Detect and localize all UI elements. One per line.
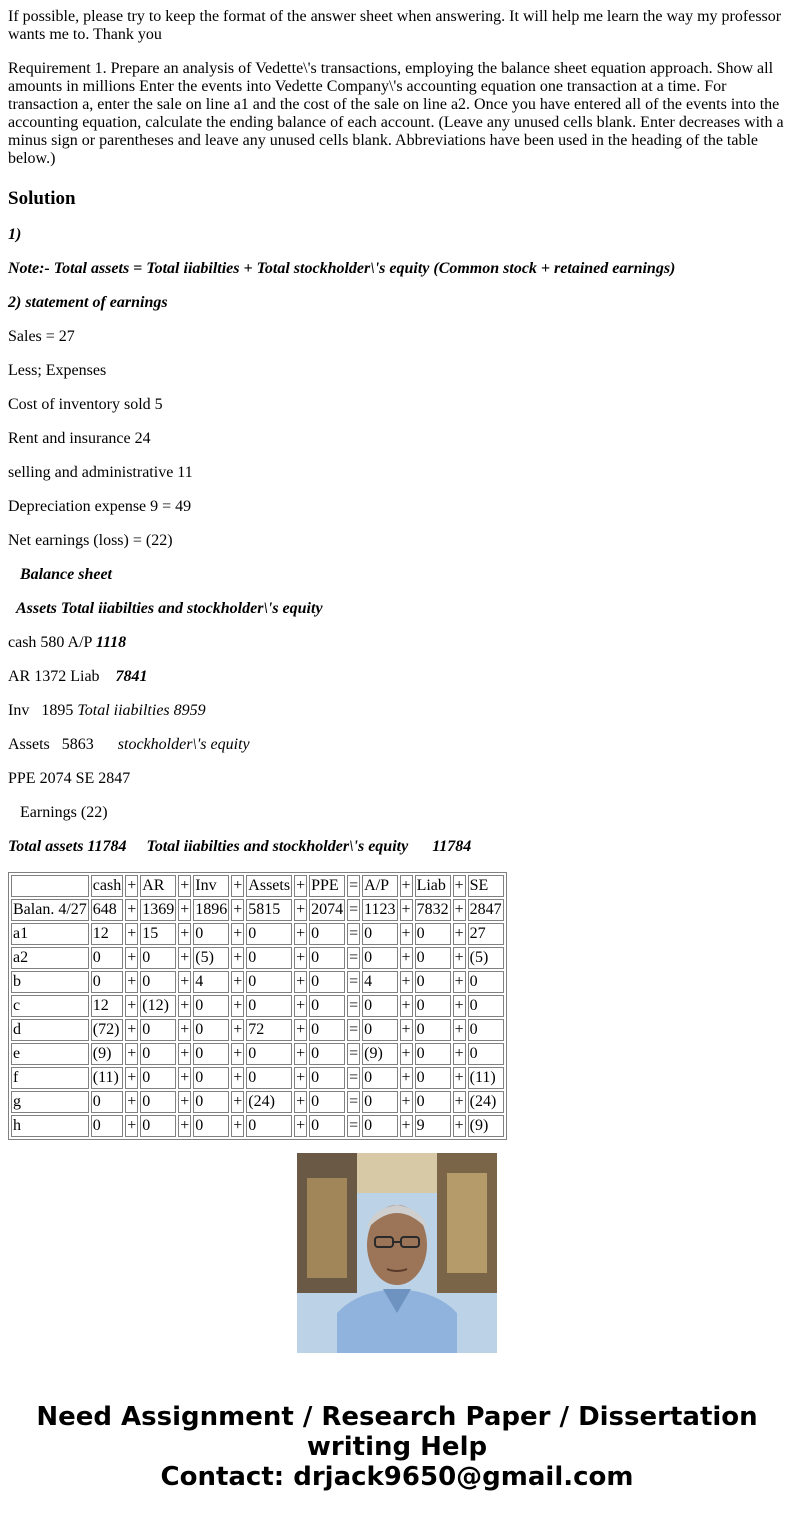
table-cell: (5) bbox=[468, 947, 504, 969]
assets-line bbox=[8, 736, 786, 754]
table-cell: c bbox=[11, 995, 89, 1017]
table-cell: 0 bbox=[140, 1019, 176, 1041]
table-cell: (12) bbox=[140, 995, 176, 1017]
table-cell: 0 bbox=[246, 995, 292, 1017]
operator-cell: = bbox=[347, 947, 360, 969]
operator-cell: + bbox=[178, 1115, 191, 1137]
assets-label: Assets 5863 bbox=[8, 736, 118, 753]
operator-cell: + bbox=[125, 1067, 138, 1089]
table-cell: 0 bbox=[362, 1091, 397, 1113]
operator-cell: + bbox=[453, 875, 466, 897]
table-cell: (11) bbox=[468, 1067, 504, 1089]
table-cell: (9) bbox=[91, 1043, 123, 1065]
operator-cell: + bbox=[178, 995, 191, 1017]
operator-cell: + bbox=[178, 1067, 191, 1089]
expenses-line: Less; Expenses bbox=[8, 362, 107, 379]
table-cell: Liab bbox=[415, 875, 451, 897]
table-cell: 0 bbox=[140, 1091, 176, 1113]
table-cell: a2 bbox=[11, 947, 89, 969]
operator-cell: + bbox=[231, 1067, 244, 1089]
table-cell: 0 bbox=[91, 947, 123, 969]
operator-cell: + bbox=[400, 971, 413, 993]
operator-cell: + bbox=[125, 875, 138, 897]
operator-cell: + bbox=[453, 1019, 466, 1041]
table-cell: 0 bbox=[309, 995, 345, 1017]
table-cell: 0 bbox=[309, 1115, 345, 1137]
balance-sheet-header: Assets Total iiabilties and stockholder\'s equity bbox=[16, 600, 323, 617]
operator-cell: + bbox=[453, 1115, 466, 1137]
table-cell bbox=[11, 875, 89, 897]
table-cell: (24) bbox=[246, 1091, 292, 1113]
operator-cell: + bbox=[294, 1091, 307, 1113]
operator-cell: + bbox=[453, 1091, 466, 1113]
operator-cell: + bbox=[178, 1091, 191, 1113]
operator-cell: + bbox=[400, 1091, 413, 1113]
operator-cell: = bbox=[347, 995, 360, 1017]
operator-cell: + bbox=[453, 1067, 466, 1089]
table-cell: 0 bbox=[309, 1067, 345, 1089]
table-cell: 0 bbox=[246, 1115, 292, 1137]
table-cell: 0 bbox=[362, 995, 397, 1017]
table-cell: PPE bbox=[309, 875, 345, 897]
equation-note: Note:- Total assets = Total iiabilties + Total stockholder\'s equity (Common stock + retained earnings) bbox=[8, 260, 676, 277]
table-cell: 1896 bbox=[193, 899, 229, 921]
operator-cell: + bbox=[294, 923, 307, 945]
operator-cell: = bbox=[347, 899, 360, 921]
operator-cell: + bbox=[294, 971, 307, 993]
table-cell: 0 bbox=[362, 947, 397, 969]
table-cell: 7832 bbox=[415, 899, 451, 921]
table-cell: 1123 bbox=[362, 899, 397, 921]
stockholders-equity-label: stockholder\'s equity bbox=[117, 736, 250, 753]
sales-line: Sales = 27 bbox=[8, 328, 75, 345]
table-cell: 0 bbox=[140, 1043, 176, 1065]
cash-line bbox=[8, 634, 786, 652]
totals-line: Total assets 11784 Total iiabilties and stockholder\'s equity 11784 bbox=[8, 838, 472, 855]
table-cell: 9 bbox=[415, 1115, 451, 1137]
footer-contact: Contact: drjack9650@gmail.com bbox=[160, 1462, 634, 1492]
operator-cell: + bbox=[125, 947, 138, 969]
table-row bbox=[11, 995, 504, 1017]
table-cell: 0 bbox=[309, 923, 345, 945]
table-cell: 0 bbox=[140, 947, 176, 969]
table-cell: 648 bbox=[91, 899, 123, 921]
table-cell: 0 bbox=[193, 1067, 229, 1089]
table-cell: 0 bbox=[415, 1067, 451, 1089]
table-cell: 0 bbox=[193, 995, 229, 1017]
operator-cell: + bbox=[231, 995, 244, 1017]
table-cell: 0 bbox=[193, 1019, 229, 1041]
operator-cell: + bbox=[178, 1019, 191, 1041]
table-cell: 12 bbox=[91, 995, 123, 1017]
transaction-table bbox=[8, 872, 507, 1140]
table-cell: 0 bbox=[309, 1019, 345, 1041]
selling-line: selling and administrative 11 bbox=[8, 464, 193, 481]
cogs-line: Cost of inventory sold 5 bbox=[8, 396, 163, 413]
table-row bbox=[11, 1067, 504, 1089]
cash-label: cash 580 A/P bbox=[8, 634, 96, 651]
operator-cell: = bbox=[347, 923, 360, 945]
operator-cell: = bbox=[347, 1091, 360, 1113]
ppe-line: PPE 2074 SE 2847 bbox=[8, 770, 131, 787]
table-cell: 0 bbox=[309, 1043, 345, 1065]
table-cell: 0 bbox=[468, 995, 504, 1017]
step-1-label: 1) bbox=[8, 226, 22, 243]
operator-cell: + bbox=[294, 1019, 307, 1041]
table-cell: 2847 bbox=[468, 899, 504, 921]
table-cell: 0 bbox=[362, 923, 397, 945]
table-cell: 0 bbox=[246, 923, 292, 945]
table-cell: 72 bbox=[246, 1019, 292, 1041]
table-cell: 0 bbox=[140, 1067, 176, 1089]
table-cell: 0 bbox=[309, 1091, 345, 1113]
table-cell: h bbox=[11, 1115, 89, 1137]
operator-cell: + bbox=[294, 875, 307, 897]
balance-sheet-title: Balance sheet bbox=[20, 566, 112, 583]
table-cell: 0 bbox=[362, 1019, 397, 1041]
operator-cell: = bbox=[347, 1067, 360, 1089]
ap-value: 1118 bbox=[95, 634, 127, 651]
operator-cell: + bbox=[178, 947, 191, 969]
operator-cell: + bbox=[453, 995, 466, 1017]
operator-cell: + bbox=[294, 1115, 307, 1137]
operator-cell: + bbox=[400, 947, 413, 969]
table-cell: AR bbox=[140, 875, 176, 897]
operator-cell: + bbox=[178, 875, 191, 897]
operator-cell: + bbox=[400, 899, 413, 921]
table-cell: 0 bbox=[468, 1019, 504, 1041]
table-row bbox=[11, 923, 504, 945]
table-cell: Balan. 4/27 bbox=[11, 899, 89, 921]
table-header-row bbox=[11, 875, 504, 897]
table-cell: 0 bbox=[362, 1067, 397, 1089]
operator-cell: + bbox=[453, 1043, 466, 1065]
transaction-table-container bbox=[8, 872, 786, 1134]
ar-label: AR 1372 Liab bbox=[8, 668, 116, 685]
operator-cell: = bbox=[347, 1115, 360, 1137]
operator-cell: = bbox=[347, 1019, 360, 1041]
operator-cell: + bbox=[231, 923, 244, 945]
operator-cell: + bbox=[231, 1043, 244, 1065]
table-cell: 0 bbox=[140, 1115, 176, 1137]
operator-cell: + bbox=[453, 923, 466, 945]
operator-cell: + bbox=[400, 1115, 413, 1137]
table-cell: 0 bbox=[309, 971, 345, 993]
table-row bbox=[11, 1043, 504, 1065]
table-row bbox=[11, 1115, 504, 1137]
operator-cell: + bbox=[178, 1043, 191, 1065]
table-cell: 0 bbox=[415, 971, 451, 993]
operator-cell: + bbox=[400, 1043, 413, 1065]
table-cell: 0 bbox=[193, 1115, 229, 1137]
table-cell: cash bbox=[91, 875, 123, 897]
table-cell: 0 bbox=[309, 947, 345, 969]
net-earnings-line: Net earnings (loss) = (22) bbox=[8, 532, 173, 549]
requirement-text: Requirement 1. Prepare an analysis of Vedette\'s transactions, employing the balance sheet equation approach. Show all amounts in millions Enter the events into Vedette Company\'s accounting equation one transaction at a time. For transaction a, enter the sale on line a1 and the cost of the sale on line a2. Once you have entered all of the events into the accounting equation, calculate the ending balance of each account. (Leave any unused cells blank. Enter decreases with a minus sign or parentheses and leave any unused cells blank. Abbreviations have been used in the heading of the table below.) bbox=[8, 60, 784, 167]
table-cell: 0 bbox=[193, 1091, 229, 1113]
inv-label: Inv 1895 bbox=[8, 702, 78, 719]
operator-cell: = bbox=[347, 875, 360, 897]
table-cell: SE bbox=[468, 875, 504, 897]
table-cell: 27 bbox=[468, 923, 504, 945]
table-cell: (72) bbox=[91, 1019, 123, 1041]
intro-text: If possible, please try to keep the format of the answer sheet when answering. It will help me learn the way my professor wants me to. Thank you bbox=[8, 8, 782, 43]
table-cell: 0 bbox=[362, 1115, 397, 1137]
table-cell: 0 bbox=[91, 1091, 123, 1113]
operator-cell: + bbox=[125, 899, 138, 921]
total-liabilities: Total iiabilties 8959 bbox=[77, 702, 206, 719]
table-cell: A/P bbox=[362, 875, 397, 897]
table-row bbox=[11, 971, 504, 993]
table-cell: 0 bbox=[246, 947, 292, 969]
footer-ad bbox=[0, 1402, 794, 1492]
table-cell: 0 bbox=[415, 995, 451, 1017]
table-cell: 15 bbox=[140, 923, 176, 945]
table-cell: (9) bbox=[362, 1043, 397, 1065]
operator-cell: + bbox=[231, 899, 244, 921]
table-cell: 0 bbox=[415, 1019, 451, 1041]
table-cell: 0 bbox=[91, 1115, 123, 1137]
operator-cell: + bbox=[125, 1043, 138, 1065]
footer-line-2: writing Help bbox=[306, 1432, 488, 1462]
operator-cell: = bbox=[347, 1043, 360, 1065]
operator-cell: + bbox=[294, 947, 307, 969]
operator-cell: + bbox=[125, 1019, 138, 1041]
table-cell: 0 bbox=[415, 947, 451, 969]
solution-heading: Solution bbox=[8, 188, 76, 209]
table-cell: 4 bbox=[362, 971, 397, 993]
answer-content bbox=[8, 0, 786, 1134]
table-cell: 1369 bbox=[140, 899, 176, 921]
table-cell: 0 bbox=[91, 971, 123, 993]
operator-cell: + bbox=[178, 971, 191, 993]
table-cell: 0 bbox=[193, 923, 229, 945]
table-row bbox=[11, 1019, 504, 1041]
table-cell: g bbox=[11, 1091, 89, 1113]
operator-cell: + bbox=[294, 1067, 307, 1089]
rent-line: Rent and insurance 24 bbox=[8, 430, 151, 447]
table-cell: (5) bbox=[193, 947, 229, 969]
operator-cell: + bbox=[453, 971, 466, 993]
operator-cell: + bbox=[125, 971, 138, 993]
operator-cell: + bbox=[125, 995, 138, 1017]
table-cell: (9) bbox=[468, 1115, 504, 1137]
table-cell: a1 bbox=[11, 923, 89, 945]
ar-line bbox=[8, 668, 786, 686]
table-cell: 0 bbox=[246, 971, 292, 993]
table-cell: 0 bbox=[140, 971, 176, 993]
table-row bbox=[11, 1091, 504, 1113]
table-cell: 0 bbox=[468, 1043, 504, 1065]
operator-cell: + bbox=[231, 971, 244, 993]
table-cell: 5815 bbox=[246, 899, 292, 921]
table-cell: 12 bbox=[91, 923, 123, 945]
operator-cell: = bbox=[347, 971, 360, 993]
table-row bbox=[11, 947, 504, 969]
table-cell: d bbox=[11, 1019, 89, 1041]
table-cell: e bbox=[11, 1043, 89, 1065]
operator-cell: + bbox=[453, 947, 466, 969]
operator-cell: + bbox=[125, 923, 138, 945]
operator-cell: + bbox=[178, 923, 191, 945]
table-cell: 0 bbox=[246, 1043, 292, 1065]
operator-cell: + bbox=[231, 1115, 244, 1137]
operator-cell: + bbox=[231, 875, 244, 897]
operator-cell: + bbox=[125, 1091, 138, 1113]
table-cell: Inv bbox=[193, 875, 229, 897]
table-cell: 0 bbox=[415, 923, 451, 945]
operator-cell: + bbox=[453, 899, 466, 921]
inv-line bbox=[8, 702, 786, 720]
table-cell: Assets bbox=[246, 875, 292, 897]
operator-cell: + bbox=[294, 899, 307, 921]
operator-cell: + bbox=[231, 1019, 244, 1041]
earnings-line: Earnings (22) bbox=[20, 804, 108, 821]
footer-line-1: Need Assignment / Research Paper / Dissertation bbox=[36, 1402, 758, 1432]
operator-cell: + bbox=[400, 875, 413, 897]
table-cell: 0 bbox=[193, 1043, 229, 1065]
operator-cell: + bbox=[294, 1043, 307, 1065]
operator-cell: + bbox=[125, 1115, 138, 1137]
depreciation-line: Depreciation expense 9 = 49 bbox=[8, 498, 192, 515]
author-photo bbox=[297, 1153, 497, 1353]
table-cell: 2074 bbox=[309, 899, 345, 921]
operator-cell: + bbox=[400, 1019, 413, 1041]
person-photo-icon bbox=[297, 1153, 497, 1353]
operator-cell: + bbox=[400, 923, 413, 945]
table-cell: 4 bbox=[193, 971, 229, 993]
operator-cell: + bbox=[400, 995, 413, 1017]
table-cell: (24) bbox=[468, 1091, 504, 1113]
operator-cell: + bbox=[294, 995, 307, 1017]
table-cell: 0 bbox=[415, 1043, 451, 1065]
table-cell: (11) bbox=[91, 1067, 123, 1089]
table-cell: b bbox=[11, 971, 89, 993]
operator-cell: + bbox=[178, 899, 191, 921]
operator-cell: + bbox=[231, 1091, 244, 1113]
operator-cell: + bbox=[231, 947, 244, 969]
table-cell: 0 bbox=[415, 1091, 451, 1113]
operator-cell: + bbox=[400, 1067, 413, 1089]
table-cell: f bbox=[11, 1067, 89, 1089]
table-row bbox=[11, 899, 504, 921]
table-cell: 0 bbox=[468, 971, 504, 993]
liab-value: 7841 bbox=[115, 668, 148, 685]
step-2-label: 2) statement of earnings bbox=[8, 294, 168, 311]
table-cell: 0 bbox=[246, 1067, 292, 1089]
